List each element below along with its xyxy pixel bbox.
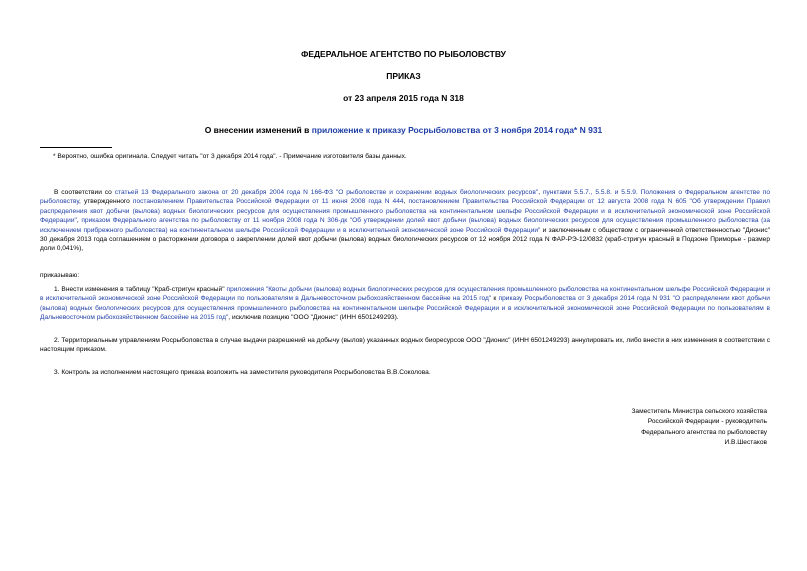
doc-title-prefix: О внесении изменений в — [204, 125, 312, 135]
footnote-divider — [40, 147, 112, 148]
signature-line-2: Российской Федерации - руководитель — [647, 418, 767, 426]
doc-date-heading: от 23 апреля 2015 года N 318 — [343, 93, 464, 103]
preamble-text-4: , — [403, 198, 409, 206]
preamble-paragraph — [40, 188, 770, 254]
item-1-link-annex[interactable]: приложения "Квоты добычи (вылова) водных биологических ресурсов для осуществления промышленного рыболовства на континентальном шельфе Российской Федерации и в исключительной экономической зоне Российской Федерации по пользователям в Дальневосточном рыбохозяйственном бассейне на 2015 год" — [40, 286, 770, 303]
doc-type-heading: ПРИКАЗ — [386, 71, 421, 81]
footnote: * Вероятно, ошибка оригинала. Следует читать "от 3 декабря 2014 года". - Примечание изготовителя базы данных. — [53, 153, 407, 160]
preamble-text-3: , утвержденного — [79, 198, 133, 206]
preamble-text-5: , — [76, 217, 82, 225]
item-1-text-1: 1. Внести изменения в таблицу "Краб-стригун красный" — [54, 286, 227, 293]
item-1-text-3: , исключив позицию "ООО "Дионис" (ИНН 6501249293). — [228, 314, 399, 322]
doc-title-link[interactable]: приложение к приказу Росрыболовства от 3 ноября 2014 года* N 931 — [311, 125, 603, 135]
preamble-text-2: , — [538, 189, 543, 196]
preamble-link-decree-444[interactable]: постановлением Правительства Российской Федерации от 11 июня 2008 года N 444 — [132, 198, 404, 206]
item-1-text-2: к — [491, 295, 499, 303]
item-2-paragraph: 2. Территориальным управлениям Росрыболовства в случае выдачи разрешений на добычу (вылов) указанных водных биоресурсов ООО "Дионис" (ИНН 6501249293) аннулировать их, либо внести в них изменения в соответствии с настоящим приказом. — [40, 337, 770, 354]
item-3-paragraph: 3. Контроль за исполнением настоящего приказа возложить на заместителя руководителя Росрыболовства В.В.Соколова. — [54, 369, 431, 376]
preamble-text-6: и заключенным с обществом с ограниченной ответственностью "Дионис" 30 декабря 2013 года соглашением о расторжении договора о закреплении долей квот добычи (вылова) водных биологических ресурсов от 12 ноября 2012 года N ФАР-РЭ-12/0832 (краб-стригун красный в Подзоне Приморье - размер доли 0,041%), — [40, 226, 770, 253]
signature-line-1: Заместитель Министра сельского хозяйства — [631, 408, 767, 415]
preamble-link-regulation[interactable]: пунктами 5.5.7., 5.5.8. и 5.5.9. Положения о Федеральном агентстве по рыболовству — [40, 189, 770, 206]
preamble-link-decree-605[interactable]: постановлением Правительства Российской Федерации от 12 августа 2008 года N 605 "Об утверждении Правил распределения квот добычи (вылова) водных биологических ресурсов для осуществления промышленного рыболовства на континентальном шельфе Российской Федерации и в исключительной экономической зоне Российской Федерации" — [40, 198, 771, 225]
signature-line-3: Федерального агентства по рыболовству — [641, 428, 767, 436]
signature-name: И.В.Шестаков — [724, 439, 767, 447]
preamble-link-law[interactable]: статьей 13 Федерального закона от 20 декабря 2004 года N 166-ФЗ "О рыболовстве и сохранении водных биологических ресурсов" — [114, 189, 539, 196]
preamble-text-1: В соответствии со — [54, 189, 115, 196]
doc-title — [0, 125, 807, 135]
order-word: приказываю: — [40, 272, 80, 279]
item-1-link-order-931[interactable]: приказу Росрыболовства от 3 декабря 2014 года N 931 "О распределении квот добычи (вылова) водных биологических ресурсов для осуществления промышленного рыболовства на континентальном шельфе Российской Федерации и в исключительной экономической зоне Российской Федерации по пользователям в Дальневосточном рыбохозяйственном бассейне на 2015 год" — [40, 295, 770, 322]
item-1-paragraph — [40, 285, 770, 323]
preamble-link-order-306[interactable]: приказом Федерального агентства по рыболовству от 11 ноября 2008 года N 306-дк "Об утверждении долей квот добычи (вылова) водных биологических ресурсов для осуществления промышленного рыболовства (за исключением прибрежного рыболовства) на континентальном шельфе Российской Федерации и в исключительной экономической зоне Российской Федерации" — [40, 217, 770, 234]
agency-heading: ФЕДЕРАЛЬНОЕ АГЕНТСТВО ПО РЫБОЛОВСТВУ — [301, 49, 506, 59]
signature-block — [507, 407, 767, 449]
